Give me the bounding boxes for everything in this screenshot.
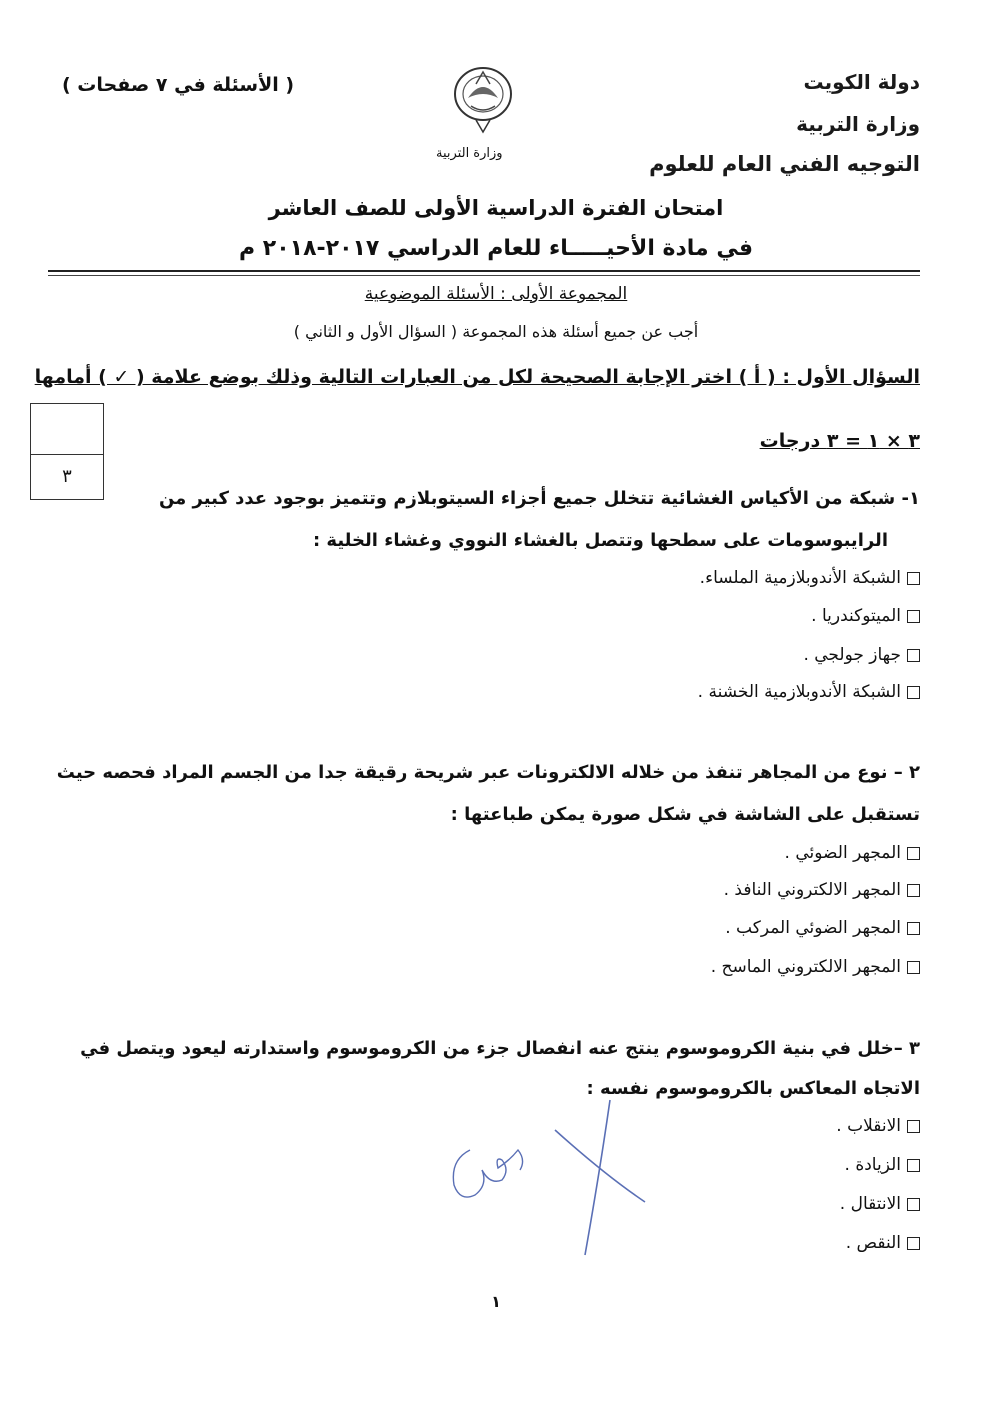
item-2-line-2: تستقبل على الشاشة في شكل صورة يمكن طباعتها : bbox=[450, 804, 920, 825]
item-2-line-1: ٢ – نوع من المجاهر تنفذ من خلاله الالكترونات عبر شريحة رقيقة جدا من الجسم المراد فحصه حيث bbox=[56, 762, 920, 783]
item-3-option-3[interactable]: الانتقال . bbox=[840, 1194, 920, 1214]
checkbox-icon[interactable] bbox=[907, 610, 920, 623]
item-1-option-1[interactable]: الشبكة الأندوبلازمية الملساء. bbox=[700, 568, 920, 588]
group-title: المجموعة الأولى : الأسئلة الموضوعية bbox=[364, 284, 628, 304]
item-1-option-2[interactable]: الميتوكندريا . bbox=[811, 606, 920, 626]
exam-title: امتحان الفترة الدراسية الأولى للصف العاشر bbox=[268, 196, 724, 220]
checkbox-icon[interactable] bbox=[907, 1198, 920, 1211]
header-divider bbox=[48, 270, 920, 272]
checkbox-icon[interactable] bbox=[907, 572, 920, 585]
question-heading: السؤال الأول : ( أ ) اختر الإجابة الصحيحة لكل من العبارات التالية وذلك بوضع علامة ( ✓ ) أمامها bbox=[34, 366, 920, 388]
checkbox-icon[interactable] bbox=[907, 884, 920, 897]
header-divider-thin bbox=[48, 275, 920, 276]
item-2-option-4[interactable]: المجهر الالكتروني الماسح . bbox=[711, 957, 920, 977]
exam-subtitle: في مادة الأحيـــــاء للعام الدراسي ٢٠١٧-٢٠١٨ م bbox=[238, 236, 753, 261]
header-country: دولة الكويت bbox=[803, 70, 920, 94]
score-box-top bbox=[30, 403, 104, 455]
kuwait-emblem-icon bbox=[446, 58, 520, 136]
item-3-option-1[interactable]: الانقلاب . bbox=[836, 1116, 920, 1136]
item-3-option-4[interactable]: النقص . bbox=[846, 1233, 920, 1253]
page-number: ١ bbox=[491, 1292, 501, 1311]
header-department: التوجيه الفني العام للعلوم bbox=[649, 152, 920, 176]
checkbox-icon[interactable] bbox=[907, 686, 920, 699]
checkbox-icon[interactable] bbox=[907, 922, 920, 935]
score-box-value: ٣ bbox=[30, 453, 104, 500]
group-instruction: أجب عن جميع أسئلة هذه المجموعة ( السؤال الأول و الثاني ) bbox=[293, 322, 699, 341]
item-2-option-1[interactable]: المجهر الضوئي . bbox=[785, 843, 920, 863]
handwritten-signature-icon bbox=[440, 1090, 660, 1260]
checkbox-icon[interactable] bbox=[907, 847, 920, 860]
item-1-option-4[interactable]: الشبكة الأندوبلازمية الخشنة . bbox=[698, 682, 920, 702]
item-1-line-1: ١- شبكة من الأكياس الغشائية تتخلل جميع أجزاء السيتوبلازم وتتميز بوجود عدد كبير من bbox=[158, 488, 920, 509]
item-1-option-3[interactable]: جهاز جولجي . bbox=[803, 645, 920, 665]
checkbox-icon[interactable] bbox=[907, 1120, 920, 1133]
item-2-option-2[interactable]: المجهر الالكتروني النافذ . bbox=[724, 880, 920, 900]
emblem-caption: وزارة التربية bbox=[436, 146, 503, 161]
item-3-line-2: الاتجاه المعاكس بالكروموسوم نفسه : bbox=[586, 1078, 920, 1099]
item-3-option-2[interactable]: الزيادة . bbox=[845, 1155, 920, 1175]
item-3-line-1: ٣ –خلل في بنية الكروموسوم ينتج عنه انفصال جزء من الكروموسوم واستدارته ليعود ويتصل في bbox=[80, 1038, 920, 1059]
header-ministry: وزارة التربية bbox=[796, 112, 920, 136]
item-1-line-2: الرايبوسومات على سطحها وتتصل بالغشاء النووي وغشاء الخلية : bbox=[312, 530, 888, 551]
checkbox-icon[interactable] bbox=[907, 961, 920, 974]
checkbox-icon[interactable] bbox=[907, 1159, 920, 1172]
checkbox-icon[interactable] bbox=[907, 649, 920, 662]
checkbox-icon[interactable] bbox=[907, 1237, 920, 1250]
item-2-option-3[interactable]: المجهر الضوئي المركب . bbox=[725, 918, 920, 938]
pages-note: ( الأسئلة في ٧ صفحات ) bbox=[62, 74, 295, 96]
question-marks: ٣ × ١ = ٣ درجات bbox=[759, 430, 920, 452]
